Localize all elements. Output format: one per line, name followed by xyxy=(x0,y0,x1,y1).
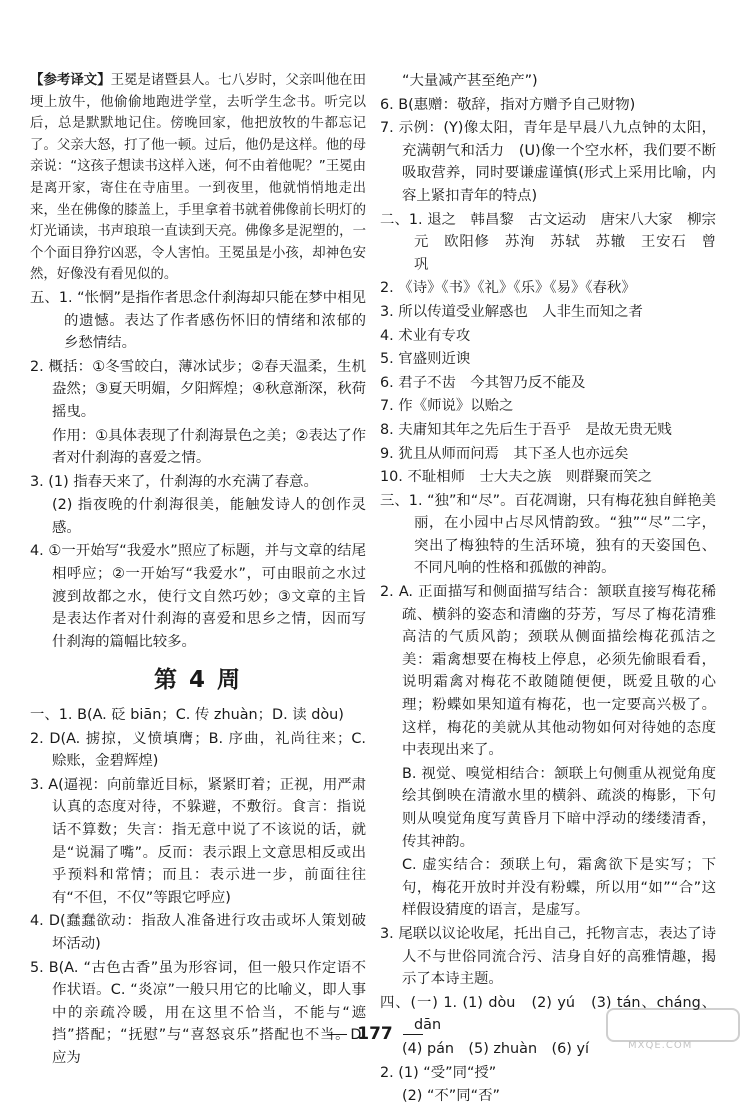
answer-item: 6. 君子不齿 今其智乃反不能及 xyxy=(380,374,586,391)
answer-item: 3. 尾联以议论收尾，托出自己，托物言志，表达了诗人不与世俗同流合污、洁身自好的高雅情趣，揭示了本诗主题。 xyxy=(380,925,716,988)
answer-item: 4. D(蠢蠢欲动：指敌人准备进行攻击或坏人策划破坏活动) xyxy=(30,913,366,952)
continued-text: “大量减产甚至绝产”) xyxy=(402,73,538,89)
week-heading: 第 4 周 xyxy=(153,667,243,694)
answer-item: 2. 《诗》《书》《礼》《乐》《易》《春秋》 xyxy=(380,280,636,297)
answer-item: 4. 术业有专攻 xyxy=(380,327,471,344)
watermark-text: MXQE.COM xyxy=(628,1040,693,1051)
page-number-text: 177 xyxy=(357,1024,393,1044)
answer-item: 五、1. “怅惘”是指作者思念什刹海却只能在梦中相见的遗憾。表达了作者感伤怀旧的情绪和浓郁的乡愁情结。 xyxy=(30,289,366,352)
answer-item: (2) 指夜晚的什刹海很美，能触发诗人的创作灵感。 xyxy=(52,497,366,536)
reference-label: 【参考译文】 xyxy=(30,73,111,88)
dash-right xyxy=(403,1034,423,1035)
left-column xyxy=(30,70,366,1071)
watermark xyxy=(606,1008,746,1052)
dash-left xyxy=(327,1034,347,1035)
answer-item: 8. 夫庸知其年之先后生于吾乎 是故无贵无贱 xyxy=(380,421,672,438)
reference-text: 王冕是诸暨县人。七八岁时，父亲叫他在田埂上放牛，他偷偷地跑进学堂，去听学生念书。听完以后，总是默默地记住。傍晚回家，他把放牧的牛都忘记了。父亲大怒，打了他一顿。过后，他仍是这样。他的母亲说：“这孩子想读书这样入迷，何不由着他呢？”王冕由是离开家，寄住在寺庙里。一到夜里，他就悄悄地走出来，坐在佛像的膝盖上，手里拿着书就着佛像前长明灯的灯光诵读，书声琅琅一直读到天亮。佛像多是泥塑的，一个个面目狰狞凶恶，令人害怕。王冕虽是小孩，却神色安然，好像没有看见似的。 xyxy=(30,73,367,283)
answer-item: 9. 犹且从师而问焉 其下圣人也亦远矣 xyxy=(380,445,629,462)
answer-item: 2. (1) “受”同“授” xyxy=(380,1064,497,1081)
answer-item: 一、1. B(A. 砭 biān；C. 传 zhuàn；D. 读 dòu) xyxy=(30,707,344,724)
answer-item: 6. B(惠赠：敬辞，指对方赠予自己财物) xyxy=(380,96,636,113)
answer-item: (4) pán (5) zhuàn (6) yí xyxy=(402,1040,589,1057)
answer-item: 4. ①一开始写“我爱水”照应了标题，并与文章的结尾相呼应；②一开始写“我爱水”，可由眼前之水过渡到故都之水，使行文自然巧妙；③文章的主旨是表达作者对什刹海的喜爱和思乡之情，因而写什刹海的篇幅比较多。 xyxy=(30,543,366,650)
reference-translation xyxy=(30,70,366,286)
answer-item: 三、1. “独”和“尽”。百花凋谢，只有梅花独自鲜艳美丽，在小园中占尽风情韵致。“独”“尽”二字，突出了梅独特的生活环境，独有的天姿国色、不同凡响的性格和孤傲的神韵。 xyxy=(380,492,716,577)
right-column xyxy=(380,70,716,1109)
answer-item: C. 虚实结合：颈联上句，霜禽欲下是实写；下句，梅花开放时并没有粉蝶，所以用“如”“合”这样假设猜度的语言，是虚写。 xyxy=(402,857,716,919)
answer-item: 7. 作《师说》以贻之 xyxy=(380,398,514,415)
answer-item: (2) “不”同“否” xyxy=(402,1088,500,1105)
answer-item: 3. (1) 指春天来了，什刹海的水充满了春意。 xyxy=(30,473,318,490)
answer-item: 作用：①具体表现了什刹海景色之美；②表达了作者对什刹海的喜爱之情。 xyxy=(52,427,366,467)
answer-item: 2. 概括：①冬雪皎白，薄冰试步；②春天温柔，生机盎然；③夏天明媚，夕阳辉煌；④秋意渐深，秋荷摇曳。 xyxy=(30,358,366,420)
answer-item: B. 视觉、嗅觉相结合：颔联上句侧重从视觉角度绘其倒映在清澈水里的横斜、疏淡的梅影，下句则从嗅觉角度写黄昏月下暗中浮动的缕缕清香，传其神韵。 xyxy=(402,765,716,850)
answer-item: 2. A. 正面描写和侧面描写结合：颔联直接写梅花稀疏、横斜的姿态和清幽的芬芳，写尽了梅花清雅高洁的气质风韵；颈联从侧面描绘梅花孤洁之美：霜禽想要在梅枝上停息，必须先偷眼看看，说明霜禽对梅花不敢随随便便，既爱且敬的心理；粉蝶如果知道有梅花，也一定要高兴极了。这样，梅花的美就从其他动物如何对待她的态度中表现出来了。 xyxy=(380,584,716,759)
answer-item: 5. B(A. “古色古香”虽为形容词，但一般只作定语不作状语。C. “炎凉”一般只用它的比喻义，即人事中的亲疏冷暖，用在这里不恰当，不能与“遮挡”搭配；“抚慰”与“喜怒哀乐”搭配也不当。D. 应为 xyxy=(30,959,366,1066)
answer-item: 3. 所以传道受业解惑也 人非生而知之者 xyxy=(380,303,643,320)
answer-item: 2. D(A. 掳掠，义愤填膺；B. 序曲，礼尚往来；C. 赊账，金碧辉煌) xyxy=(30,730,366,770)
watermark-logo-icon xyxy=(606,1008,740,1042)
answer-item: 四、(一) 1. (1) dòu (2) yú (3) tán、cháng、dān xyxy=(380,994,716,1034)
answer-item: 7. 示例：(Y)像太阳，青年是早晨八九点钟的太阳，充满朝气和活力 (U)像一个空水杯，我们要不断吸取营养，同时要谦虚谨慎(形式上采用比喻，内容上紧扣青年的特点) xyxy=(380,120,716,204)
answer-item: 5. 官盛则近谀 xyxy=(380,351,471,368)
answer-item: 二、1. 退之 韩昌黎 古文运动 唐宋八大家 柳宗元 欧阳修 苏洵 苏轼 苏辙 王安石 曾巩 xyxy=(380,211,716,273)
answer-item: 3. A(逼视：向前靠近目标，紧紧盯着；正视，用严肃认真的态度对待，不躲避，不敷衍。食言：指说话不算数；失言：指无意中说了不该说的话，就是“说漏了嘴”。反而：表示跟上文意思相反或出乎预料和常情；而且：表示进一步，前面往往有“不但，不仅”等跟它呼应) xyxy=(30,776,366,906)
answer-item: 10. 不耻相师 士大夫之族 则群聚而笑之 xyxy=(380,469,653,486)
